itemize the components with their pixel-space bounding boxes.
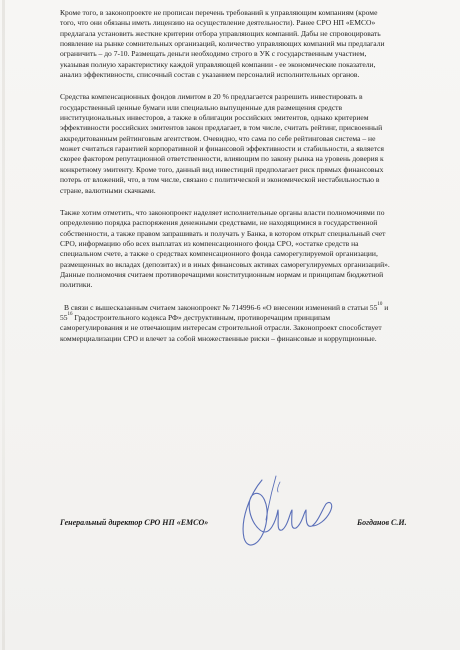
paragraph1-line: появление на рынке сомнительных организаций, количество управляющих компаний мы предлагали bbox=[60, 39, 385, 49]
paragraph-conclusion bbox=[60, 303, 422, 344]
paragraph1-line: Кроме того, в законопроекте не прописан перечень требований к управляющим компаниям (кроме bbox=[60, 8, 378, 17]
paragraph1-line: анализ эффективности, списочный состав с указанием персоналий исполнительных органов. bbox=[60, 70, 360, 80]
paragraph1-line: того, что они обязаны иметь лицензию на осуществление деятельности). Ранее СРО НП «ЕМСО» bbox=[60, 18, 376, 28]
paragraph3-line: политики. bbox=[60, 280, 93, 290]
paragraph2-line: стране, валютными скачками. bbox=[60, 185, 156, 195]
scan-edge bbox=[2, 0, 5, 650]
paragraph1-line: указывая полную характеристику каждой управляющей компании - ее экономические показатели, bbox=[60, 59, 376, 69]
paragraph3-line: Также хотим отметить, что законопроект наделяет исполнительные органы власти полномочиями по bbox=[60, 207, 385, 217]
article-superscript-10: 10 bbox=[377, 302, 383, 308]
paragraph2-line: институциональных инвесторов, а также в облигации российских эмитентов, однако критерием bbox=[60, 113, 369, 123]
paragraph3-line: размещенных во вкладах (депозитах) и в иных финансовых активах саморегулируемых организаций». bbox=[60, 259, 390, 269]
paragraph2-line: может считаться гарантией корпоративной и финансовой эффективности и стабильности, а является bbox=[60, 144, 384, 154]
paragraph3-line: специальном счете, а также о средствах компенсационного фонда саморегулируемой организации, bbox=[60, 249, 378, 259]
handwritten-signature bbox=[232, 460, 344, 564]
conclusion-line2-text: Градостроительного кодекса РФ» деструктивным, противоречащим принципам bbox=[72, 312, 331, 322]
paragraph2-line: скорее фактором репутационной ответственности, влияющим по закону рынка на уровень доверия к bbox=[60, 154, 384, 164]
paragraph3-line: определению порядка распоряжения денежными средствами, не находящимися в государственной bbox=[60, 218, 378, 228]
paragraph2-line: государственный ценные бумаги или специально выпущенные для размещения средств bbox=[60, 102, 343, 112]
signatory-title: Генеральный директор СРО НП «ЕМСО» bbox=[60, 518, 209, 527]
signature-block bbox=[60, 514, 440, 544]
conclusion-line3: саморегулирования и не отвечающим интересам строительной отрасли. Законопроект способствует bbox=[60, 323, 382, 333]
paragraph-authority bbox=[60, 208, 422, 291]
signatory-name: Богданов С.И. bbox=[357, 518, 407, 527]
paragraph-requirements bbox=[60, 8, 422, 80]
paragraph3-line: Данные полномочия считаем противоречащими конституционным нормам и принципам бюджетной bbox=[60, 269, 384, 279]
paragraph1-line: ограничить – до 7-10. Размещать деньги необходимо строго в УК с государственным участием, bbox=[60, 49, 367, 59]
paragraph-investment bbox=[60, 92, 422, 195]
conclusion-line2-lead: 55 bbox=[60, 312, 68, 322]
conclusion-line1-text: В связи с вышесказанным считаем законопроект № 714996-6 «О внесении изменений в статьи 55 bbox=[64, 302, 378, 312]
conclusion-line1-tail: и bbox=[382, 302, 389, 312]
paragraph2-line: эффективности российских эмитентов закон предлагает, в том числе, считать рейтинг, присвоенный bbox=[60, 123, 383, 133]
paragraph2-line: Средства компенсационных фондов лимитом в 20 % предлагается разрешить инвестировать в bbox=[60, 92, 363, 102]
conclusion-line4: коммерциализации СРО и влечет за собой множественные риски – финансовые и коррупционные. bbox=[60, 333, 377, 343]
paragraph3-line: собственности, а также правом запрашивать и получать у Банка, в котором открыт специальный счет bbox=[60, 228, 386, 238]
letter-body bbox=[60, 8, 422, 354]
article-superscript-16: 16 bbox=[67, 312, 73, 318]
paragraph2-line: аккредитованным рейтинговым агентством. Очевидно, что сама по себе рейтинговая система – не bbox=[60, 133, 376, 143]
paragraph2-line: конкретному эмитенту. Кроме того, данный вид инвестиций предполагает риск прямых финансовых bbox=[60, 164, 384, 174]
paragraph3-line: СРО, информацию обо всех выплатах из компенсационного фонда СРО, «остатке средств на bbox=[60, 238, 359, 248]
paragraph2-line: потерь от вложений, что, в том числе, связано с политической и экономической нестабильностью в bbox=[60, 175, 380, 185]
paragraph1-line: предлагала установить жесткие критерии отбора управляющих компаний. Дабы не спровоцировать bbox=[60, 28, 381, 38]
